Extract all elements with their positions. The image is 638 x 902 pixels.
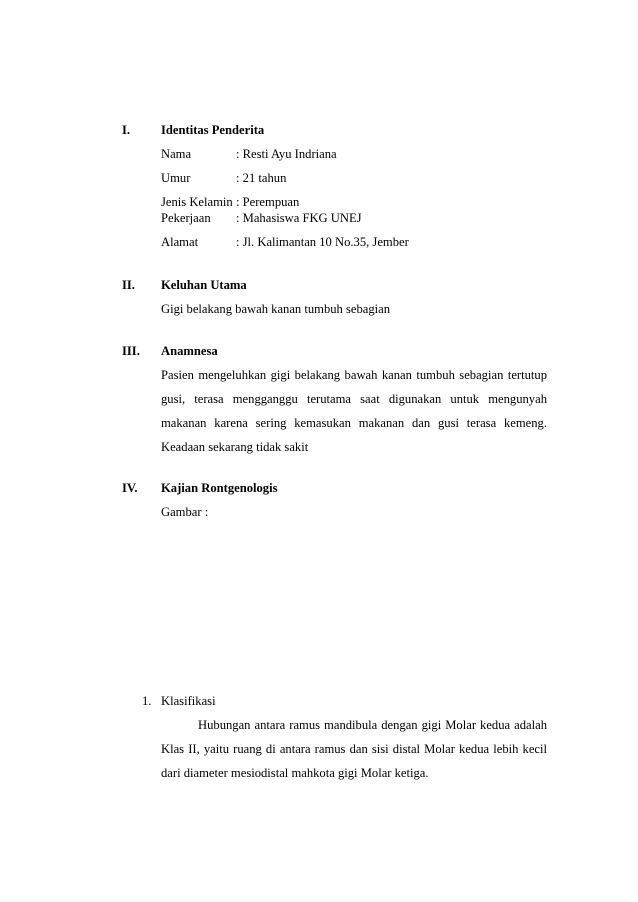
identity-value-address: : Jl. Kalimantan 10 No.35, Jember [236,235,409,249]
anamnesis-line: gusi, terasa mengganggu terutama saat digunakan untuk mengunyah [161,392,547,406]
classification-line: Hubungan antara ramus mandibula dengan gigi Molar kedua adalah [198,718,547,732]
classification-line: dari diameter mesiodistal mahkota gigi Molar ketiga. [161,766,429,780]
identity-label-sex: Jenis Kelamin [161,195,233,209]
anamnesis-line: Keadaan sekarang tidak sakit [161,440,309,454]
classification-line: Klas II, yaitu ruang di antara ramus dan sisi distal Molar kedua lebih kecil [161,742,547,756]
radiology-image-label: Gambar : [161,505,209,519]
classification-title: Klasifikasi [161,694,216,708]
section-title-identity: Identitas Penderita [161,123,265,137]
anamnesis-line: Pasien mengeluhkan gigi belakang bawah kanan tumbuh sebagian tertutup [161,368,547,382]
section-number-complaint: II. [122,278,135,292]
anamnesis-line: makanan karena sering kemasukan makanan dan gusi terasa kemeng. [161,416,547,430]
identity-value-age: : 21 tahun [236,171,287,185]
section-number-radiology: IV. [122,481,138,495]
section-title-radiology: Kajian Rontgenologis [161,481,278,495]
identity-label-name: Nama [161,147,192,161]
complaint-text: Gigi belakang bawah kanan tumbuh sebagian [161,302,391,316]
identity-value-occupation: : Mahasiswa FKG UNEJ [236,211,362,225]
classification-number: 1. [142,694,152,708]
identity-value-name: : Resti Ayu Indriana [236,147,337,161]
identity-label-occupation: Pekerjaan [161,211,211,225]
section-title-anamnesis: Anamnesa [161,344,218,358]
identity-label-address: Alamat [161,235,199,249]
section-number-identity: I. [122,123,131,137]
section-number-anamnesis: III. [122,344,140,358]
identity-label-age: Umur [161,171,191,185]
section-title-complaint: Keluhan Utama [161,278,247,292]
identity-value-sex: : Perempuan [236,195,300,209]
